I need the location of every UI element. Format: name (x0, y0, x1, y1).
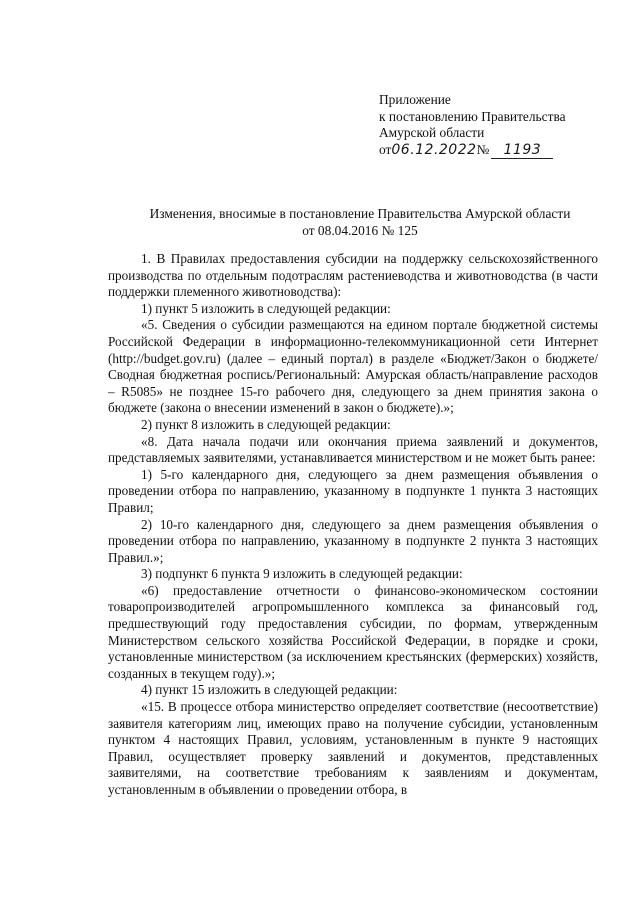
number-sign: № (476, 141, 490, 157)
paragraph: «5. Сведения о субсидии размещаются на едином портале бюджетной системы Российской Федерации в информационно-телекоммуникационной сети Интернет (http://budget.gov.ru) (далее – единый портал) в разделе «Бюджет/Закон о бюджете/Сводная бюджетная роспись/Региональный: Амурская область/направление расходов – R5085» не позднее 15-го рабочего дня, следующего за днем принятия закона о бюджете (закона о внесении изменений в закон о бюджете).»; (108, 317, 598, 416)
paragraph: 1) пункт 5 изложить в следующей редакции: (141, 300, 391, 316)
handwritten-date: 06.12.2022 (391, 141, 477, 158)
paragraph: «15. В процессе отбора министерство определяет соответствие (несоответствие) заявителя категориям лиц, имеющих право на получение субсидии, установленным пунктом 4 настоящих Правил, условиям, установленным в пункте 9 настоящих Правил, осуществляет проверку заявлений и документов, представленных заявителями, на соответствие требованиям к заявлениям и документам, установленным в объявлении о проведении отбора, в (108, 699, 598, 797)
paragraph: 1) 5-го календарного дня, следующего за днем размещения объявления о проведении отбора по направлению, указанному в подпункте 1 пункта 3 настоящих Правил; (108, 466, 598, 515)
document-body (108, 251, 598, 799)
paragraph: «6) предоставление отчетности о финансово-экономическом состоянии товаропроизводителей агропромышленного комплекса за финансовый год, предшествующий году предоставления субсидии, по формам, утвержденным Министерством сельского хозяйства Российской Федерации, в порядке и сроки, установленные министерством (за исключением крестьянских (фермерских) хозяйств, созданных в текущем году).»; (108, 582, 598, 681)
paragraph: «8. Дата начала подачи или окончания приема заявлений и документов, представляемых заявителями, устанавливается министерством и не может быть ранее: (108, 433, 598, 466)
paragraph: 2) 10-го календарного дня, следующего за днем размещения объявления о проведении отбора по направлению, указанному в подпункте 2 пункта 3 настоящих Правил.»; (108, 516, 598, 565)
number-field (491, 142, 553, 160)
title-line-1: Изменения, вносимые в постановление Правительства Амурской области (149, 206, 571, 221)
appendix-resolution-line: к постановлению Правительства (379, 108, 566, 124)
appendix-label: Приложение (379, 92, 451, 107)
appendix-header (379, 92, 566, 159)
paragraph: 4) пункт 15 изложить в следующей редакции: (141, 682, 398, 698)
appendix-date-number-line (379, 142, 566, 160)
title-line-2: от 08.04.2016 № 125 (302, 222, 418, 238)
paragraph: 1. В Правилах предоставления субсидии на поддержку сельскохозяйственного производства по отдельным подотраслям растениеводства и животноводства (в части поддержки племенного животноводства): (108, 251, 598, 300)
date-prefix: от (379, 141, 392, 157)
paragraph: 2) пункт 8 изложить в следующей редакции: (141, 416, 391, 432)
document-title (60, 206, 640, 239)
paragraph: 3) подпункт 6 пункта 9 изложить в следующей редакции: (141, 566, 463, 582)
handwritten-number: 1193 (503, 141, 542, 158)
appendix-region-line: Амурской области (379, 125, 485, 140)
